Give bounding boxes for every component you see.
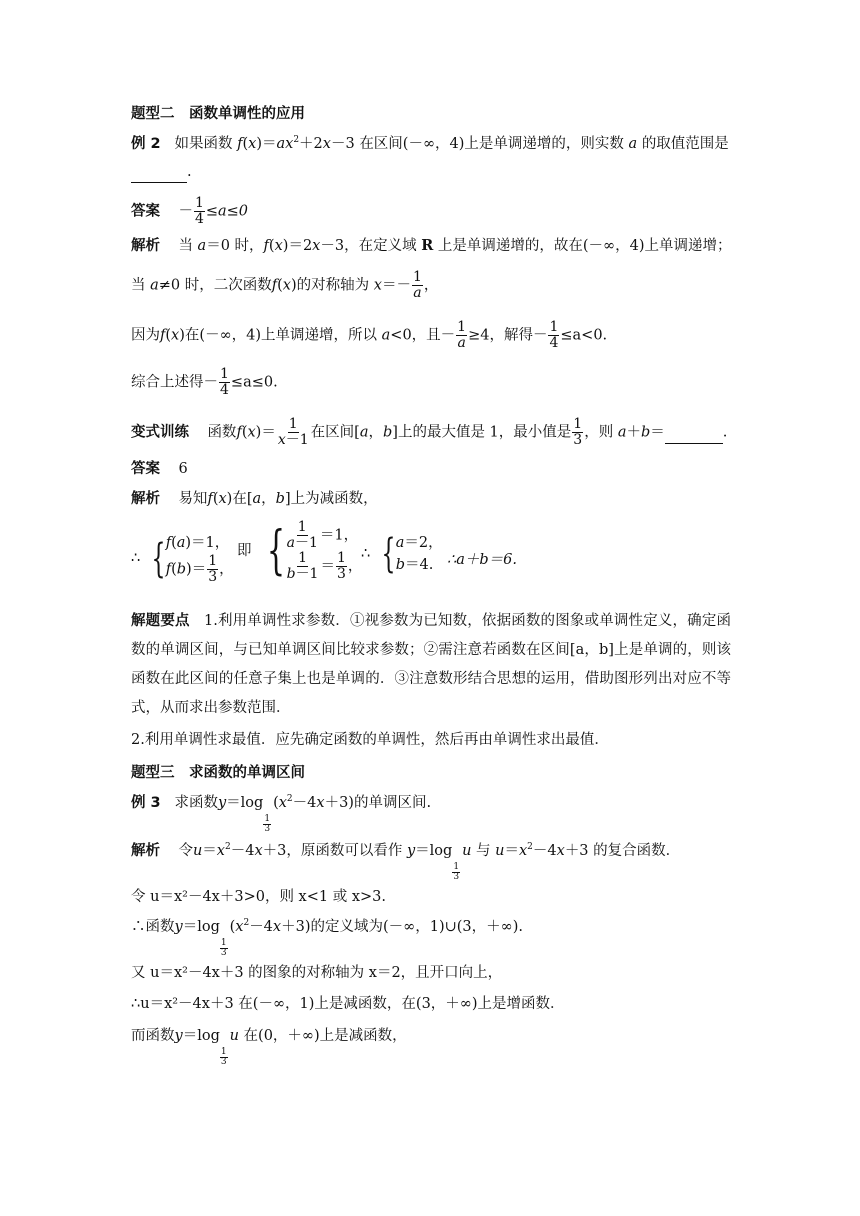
key-point-1: 1.利用单调性求参数．①视参数为已知数，依据函数的图象或单调性定义，确定函数的单调区间，与已知单调区间比较求参数；②需注意若函数在区间[a，b]上是单调的，则该函数在此区间的任意子集上也是单调的．③注意数形结合思想的运用，借助图形列出对应不等式，从而求出参数范围． <box>131 613 732 716</box>
answer-value: 6 <box>178 461 188 477</box>
variant-training: 变式训练 函数f(x)＝ $\frac{1}{x-1}$ 在区间[a，b]上的最大值是 1，最小值是 $\frac{1}{3}$ ，则 a＋b＝ . <box>131 416 728 448</box>
key-label: 解题要点 <box>131 613 190 629</box>
variant-label: 变式训练 <box>131 424 189 441</box>
section-title: 题型二 函数单调性的应用 <box>131 106 305 122</box>
answer-label: 答案 <box>131 461 160 477</box>
solution-1-line2: 当 a≠0 时，二次函数f(x)的对称轴为 x＝－ $\frac{1}{a}$ ， <box>131 269 439 301</box>
solution-3-line5: ∴u＝x²－4x＋3 在(－∞，1)上是减函数，在(3，＋∞)上是增函数． <box>131 996 565 1012</box>
solution-3-line3: ∴函数y＝log $\frac{1}{3}$ $(x^2-4x+3)$的定义域为(－∞，1)∪(3，＋∞). <box>131 918 523 958</box>
system-1: ∴ { f(a)＝1， f(b)＝ $\frac{1}{3}$ ， <box>131 535 234 585</box>
answer-blank-line <box>131 162 192 183</box>
answer-blank <box>665 423 723 444</box>
answer-2 <box>131 459 188 479</box>
text: － <box>178 203 193 220</box>
solution-label: 解析 <box>131 491 160 507</box>
example-3: 例 3 求函数y＝log $\frac{1}{3}$ $(x^2-4x+3)$的单调区间. <box>131 794 432 834</box>
text: . <box>187 164 192 180</box>
solution-1-line1: 解析 当 a＝0 时，f(x)＝2x－3，在定义域 R 上是单调递增的，故在(－∞，4)上单调递增； <box>131 237 732 254</box>
solution-1-line4: 综合上述得－ $\frac{1}{4}$ ≤a≤0. <box>131 366 278 398</box>
example-2-line1: 例 2 如果函数 $f(x)=ax^2+2x-3$ 在区间(－∞，4)上是单调递增的，则实数 a 的取值范围是 <box>131 135 729 152</box>
key-points <box>131 607 731 723</box>
solution-label: 解析 <box>131 843 160 859</box>
system-2: 即 { $\frac{1}{a-1}$ ＝1， $\frac{1}{b-1}$ ＝ $\frac{1}{3}$ ， <box>237 519 363 582</box>
final-result: ∴a＋b＝6. <box>447 552 517 568</box>
solution-3-line4: 又 u＝x²－4x＋3 的图象的对称轴为 x＝2，且开口向上， <box>131 965 503 981</box>
solution-label: 解析 <box>131 238 160 254</box>
example-label: 例 3 <box>131 795 161 811</box>
key-point-2: 2.利用单调性求最值．应先确定函数的单调性，然后再由单调性求出最值． <box>131 732 609 748</box>
text: 如果函数 <box>174 136 233 152</box>
text: 在区间(－∞，4)上是单调递增的，则实数 <box>359 136 624 152</box>
answer-label: 答案 <box>131 203 160 220</box>
solution-3-line2: 令 u＝x²－4x＋3>0，则 x<1 或 x>3. <box>131 889 386 905</box>
text: 的取值范围是 <box>641 136 729 152</box>
example-label: 例 2 <box>131 136 161 152</box>
solution-3-line1: 解析 令$u=x^2-4x+3$，原函数可以看作 y＝log $\frac{1}{3}$ u 与 $u=x^2-4x+3$ 的复合函数． <box>131 842 681 882</box>
fraction: $\frac{1}{4}$ <box>194 195 204 227</box>
solution-1-line3: 因为f(x)在(－∞，4)上单调递增，所以 a<0，且－ $\frac{1}{a}$ ≥4，解得－ $\frac{1}{4}$ ≤a<0. <box>131 319 608 351</box>
answer-1 <box>131 196 248 227</box>
solution-2-line1: 解析 易知f(x)在[a，b]上为减函数， <box>131 491 378 507</box>
text: ≤a≤0 <box>205 203 249 220</box>
solution-3-line6: 而函数y＝log $\frac{1}{3}$ u 在(0，＋∞)上是减函数， <box>131 1028 407 1067</box>
answer-blank <box>131 162 187 183</box>
system-3: ∴ { a＝2， b＝4. <box>361 531 443 577</box>
section-title: 题型三 求函数的单调区间 <box>131 765 305 781</box>
